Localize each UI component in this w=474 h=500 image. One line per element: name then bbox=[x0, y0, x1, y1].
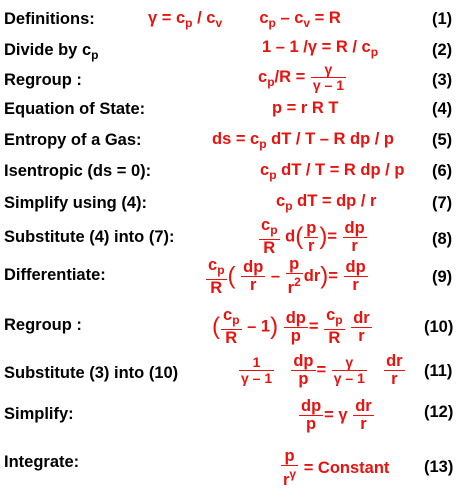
equation-10: ( $\frac{c_p}{R}$ – 1) $\frac{dp}{p}$ = $\frac{c_p}{R}$ $\frac{dr}{r}$ bbox=[212, 306, 370, 347]
label-integrate: Integrate: bbox=[4, 453, 80, 471]
label-simplify-using-4: Simplify using (4): bbox=[4, 194, 148, 212]
equation-6: $c_p$ dT / T = R dp / p bbox=[260, 161, 405, 182]
label-regroup-2: Regroup : bbox=[4, 316, 82, 334]
fraction-gamma-over-gamma-minus-1: $\frac{\gamma}{\gamma - 1}$ bbox=[312, 61, 344, 93]
equation-5: ds = $c_p$ dT / T – R dp / p bbox=[212, 130, 395, 151]
eq-number-4: (4) bbox=[432, 100, 453, 118]
label-regroup-1: Regroup : bbox=[4, 71, 82, 89]
equation-7: $c_p$ dT = dp / r bbox=[276, 192, 377, 213]
equation-1: $\gamma = c_p / c_v$ $c_p - c_v = R$ bbox=[148, 9, 341, 30]
equation-9: $\frac{c_p}{R}$ ( $\frac{dp}{r}$ – $\frac{p}{r^2}$ dr)= $\frac{dp}{r}$ bbox=[208, 255, 366, 297]
equation-8: $\frac{c_p}{R}$ d( $\frac{p}{r}$ )= $\frac{dp}{r}$ bbox=[261, 216, 365, 257]
label-substitute-4-7: Substitute (4) into (7): bbox=[4, 228, 175, 246]
eq-number-12: (12) bbox=[424, 403, 454, 421]
eq-number-1: (1) bbox=[432, 10, 453, 28]
eq-number-6: (6) bbox=[432, 162, 453, 180]
equation-3: $c_p/R$ = $\frac{\gamma}{\gamma - 1}$ bbox=[258, 61, 344, 93]
eq-number-9: (9) bbox=[432, 268, 453, 286]
label-divide: Divide by $c_p$ bbox=[4, 41, 99, 62]
label-equation-of-state: Equation of State: bbox=[4, 100, 146, 118]
eq-number-5: (5) bbox=[432, 131, 453, 149]
equation-12: $\frac{dp}{p}$ = γ $\frac{dr}{r}$ bbox=[301, 397, 372, 433]
eq-number-2: (2) bbox=[432, 41, 453, 59]
eq-number-7: (7) bbox=[432, 194, 453, 212]
eq-number-8: (8) bbox=[432, 230, 453, 248]
equation-4: p = r R T bbox=[272, 99, 339, 117]
equation-11: $\frac{1}{\gamma - 1}$ $\frac{dp}{p}$ = $\frac{\gamma}{\gamma - 1}$ $\frac{dr}{r}$ bbox=[241, 352, 403, 388]
equation-2: 1 – 1 $/\gamma = R / c_p$ bbox=[262, 38, 379, 59]
eq-number-11: (11) bbox=[424, 362, 453, 380]
label-entropy: Entropy of a Gas: bbox=[4, 131, 142, 149]
label-simplify: Simplify: bbox=[4, 405, 74, 423]
eq-number-3: (3) bbox=[432, 71, 453, 89]
label-definitions: Definitions: bbox=[4, 10, 95, 28]
label-substitute-3-10: Substitute (3) into (10) bbox=[4, 364, 179, 382]
eq-number-10: (10) bbox=[424, 318, 454, 336]
equation-13: $\frac{p}{r^\gamma}$ = Constant bbox=[283, 447, 390, 489]
label-isentropic: Isentropic (ds = 0): bbox=[4, 162, 152, 180]
eq-number-13: (13) bbox=[424, 458, 454, 476]
label-differentiate: Differentiate: bbox=[4, 266, 106, 284]
